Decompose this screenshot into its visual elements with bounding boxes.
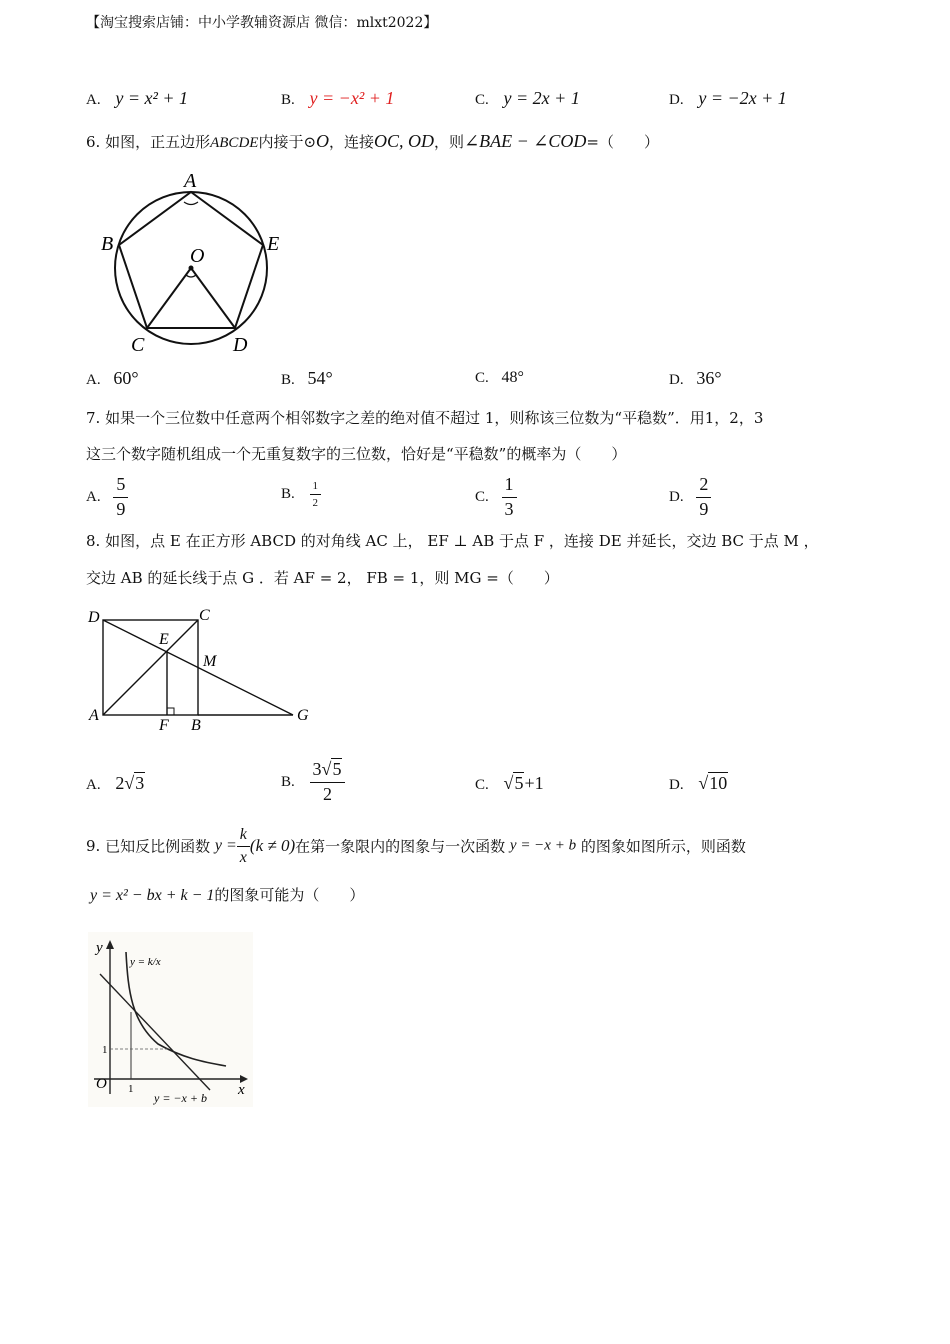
q7-line-2: 这三个数字随机组成一个无重复数字的三位数，恰好是“平稳数”的概率为（ ） xyxy=(86,445,627,463)
stem-text: =（ ） xyxy=(586,133,659,151)
angle-a-mark xyxy=(184,202,198,205)
segment-od xyxy=(191,268,235,328)
math-symbol: ABCDE xyxy=(210,135,259,151)
label-one-x: 1 xyxy=(128,1083,134,1095)
q6-option-a[interactable] xyxy=(86,368,139,389)
coefficient: 2 xyxy=(115,773,125,793)
option-letter: B. xyxy=(281,92,295,108)
stem-text: 如图，点 E 在正方形 ABCD 的对角线 AC 上， EF ⊥ AB 于点 F ，连接 DE 并延长，交边 BC 于点 M ， xyxy=(105,532,819,550)
segment-oc xyxy=(147,268,191,328)
label-c: C xyxy=(199,607,210,624)
label-a: A xyxy=(184,170,197,192)
denominator: 9 xyxy=(699,498,709,519)
label-y: y xyxy=(96,940,103,956)
label-o: O xyxy=(190,245,205,267)
option-letter: A. xyxy=(86,488,101,505)
stem-text: 的图象可能为（ ） xyxy=(214,886,365,904)
option-value: 48° xyxy=(501,369,524,386)
q8-option-b[interactable] xyxy=(281,760,345,805)
coefficient: 3 xyxy=(312,759,322,779)
stem-text: ，则 xyxy=(434,133,465,151)
fraction xyxy=(310,480,322,509)
option-expr: y = 2x + 1 xyxy=(503,88,580,108)
math-symbol: OC, OD xyxy=(374,131,435,151)
option-value: 54° xyxy=(307,368,333,388)
option-letter: C. xyxy=(475,92,489,108)
numerator: 2 xyxy=(696,475,711,498)
question-number: 7. xyxy=(86,409,101,427)
stem-text: 如图，正五边形 xyxy=(105,133,211,151)
math-expression: y = −x + b xyxy=(509,837,577,854)
q8-option-c[interactable]: C. √5+1 xyxy=(475,773,544,793)
denominator: 9 xyxy=(116,498,126,519)
option-letter: D. xyxy=(669,488,684,505)
graph-background xyxy=(88,932,253,1107)
label-m: M xyxy=(203,653,217,670)
option-letter: C. xyxy=(475,488,489,505)
radicand: 5 xyxy=(514,773,524,793)
question-number: 9. xyxy=(86,837,101,856)
numerator: 1 xyxy=(310,480,322,495)
stem-text: 在第一象限内的图象与一次函数 xyxy=(295,837,506,856)
stem-text: ，连接 xyxy=(329,133,375,151)
q6-option-b[interactable] xyxy=(281,368,333,389)
label-line: y = −x + b xyxy=(154,1091,207,1105)
numerator: 1 xyxy=(502,475,517,498)
stem-text: 如果一个三位数中任意两个相邻数字之差的绝对值不超过 1，则称该三位数为“平稳数”．用1，2，3 xyxy=(105,409,764,427)
fraction xyxy=(696,475,711,520)
q8-option-a[interactable]: A. 2√3 xyxy=(86,773,145,793)
math-expression: ∠BAE − ∠COD xyxy=(464,131,587,151)
header-shop-note: 【淘宝搜索店铺：中小学教辅资源店 微信：mlxt2022】 xyxy=(86,15,438,31)
q6-pentagon-figure xyxy=(95,165,295,360)
option-letter: A. xyxy=(86,372,101,388)
fraction xyxy=(237,826,250,866)
right-angle-mark xyxy=(167,708,174,715)
angle-o-mark xyxy=(186,275,196,277)
radicand: 3 xyxy=(135,773,145,793)
option-letter: B. xyxy=(281,486,295,503)
option-letter: B. xyxy=(281,773,295,790)
option-expr: y = x² + 1 xyxy=(115,88,189,108)
q7-option-a[interactable] xyxy=(86,475,128,520)
option-letter: D. xyxy=(669,372,684,388)
q9-line-2 xyxy=(90,884,364,905)
q7-option-d[interactable] xyxy=(669,475,711,520)
option-value: 36° xyxy=(696,368,722,388)
q8-square-figure xyxy=(85,602,320,737)
label-a: A xyxy=(89,707,99,724)
denominator: 2 xyxy=(322,783,332,804)
denominator: 3 xyxy=(504,498,514,519)
label-d: D xyxy=(233,334,248,356)
radicand: 10 xyxy=(709,773,728,793)
q5-option-a[interactable] xyxy=(86,88,188,109)
stem-text: 已知反比例函数 xyxy=(105,837,211,856)
q9-graph-figure xyxy=(88,932,253,1107)
label-x: x xyxy=(238,1082,245,1098)
q8-line-1 xyxy=(86,530,819,551)
option-letter: D. xyxy=(669,777,684,793)
option-expr-highlighted: y = −x² + 1 xyxy=(309,88,395,108)
q9-line-1 xyxy=(86,826,746,866)
label-one-y: 1 xyxy=(102,1044,108,1056)
denominator: x xyxy=(239,848,247,866)
fraction: $\frac{3√5}{2}$ xyxy=(310,760,346,805)
q7-line-1 xyxy=(86,407,763,428)
q6-stem xyxy=(86,131,659,152)
option-letter: B. xyxy=(281,372,295,388)
q6-option-d[interactable] xyxy=(669,368,722,389)
math-expression: y = xyxy=(214,837,237,855)
option-letter: C. xyxy=(475,777,489,793)
radicand: 5 xyxy=(332,759,342,779)
q7-option-b[interactable] xyxy=(281,480,321,509)
q5-option-b[interactable] xyxy=(281,88,394,109)
addend: +1 xyxy=(524,773,544,793)
q7-option-c[interactable] xyxy=(475,475,517,520)
label-e: E xyxy=(159,631,169,648)
label-d: D xyxy=(88,609,100,626)
option-value: 60° xyxy=(113,368,139,388)
label-b: B xyxy=(191,717,201,734)
label-g: G xyxy=(297,707,309,724)
numerator: k xyxy=(237,826,250,847)
q5-option-c[interactable] xyxy=(475,88,580,109)
label-e: E xyxy=(267,233,280,255)
question-number: 8. xyxy=(86,532,101,550)
stem-text: 的图象如图所示，则函数 xyxy=(580,837,746,856)
math-symbol: O xyxy=(316,131,330,151)
math-expression: (k ≠ 0) xyxy=(249,836,296,856)
label-b: B xyxy=(101,233,114,255)
question-number: 6. xyxy=(86,133,101,151)
diagonal-ac xyxy=(103,620,198,715)
option-letter: D. xyxy=(669,92,684,108)
fraction xyxy=(113,475,128,520)
label-hyperbola: y = k/x xyxy=(130,956,161,968)
q5-option-d[interactable] xyxy=(669,88,787,109)
denominator: 2 xyxy=(312,497,319,510)
option-letter: A. xyxy=(86,777,101,793)
math-expression: y = x² − bx + k − 1 xyxy=(90,887,215,904)
fraction xyxy=(502,475,517,520)
q8-line-2: 交边 AB 的延长线于点 G ．若 AF = 2， FB = 1，则 MG =（ ） xyxy=(86,569,559,587)
q6-option-c[interactable] xyxy=(475,368,524,387)
q8-option-d[interactable]: D. √10 xyxy=(669,773,728,793)
option-letter: A. xyxy=(86,92,101,108)
label-f: F xyxy=(159,717,169,734)
option-expr: y = −2x + 1 xyxy=(698,88,787,108)
label-origin: O xyxy=(96,1076,107,1092)
numerator: 5 xyxy=(113,475,128,498)
option-letter: C. xyxy=(475,370,489,386)
stem-text: 内接于⊙ xyxy=(258,133,317,151)
label-c: C xyxy=(131,334,145,356)
